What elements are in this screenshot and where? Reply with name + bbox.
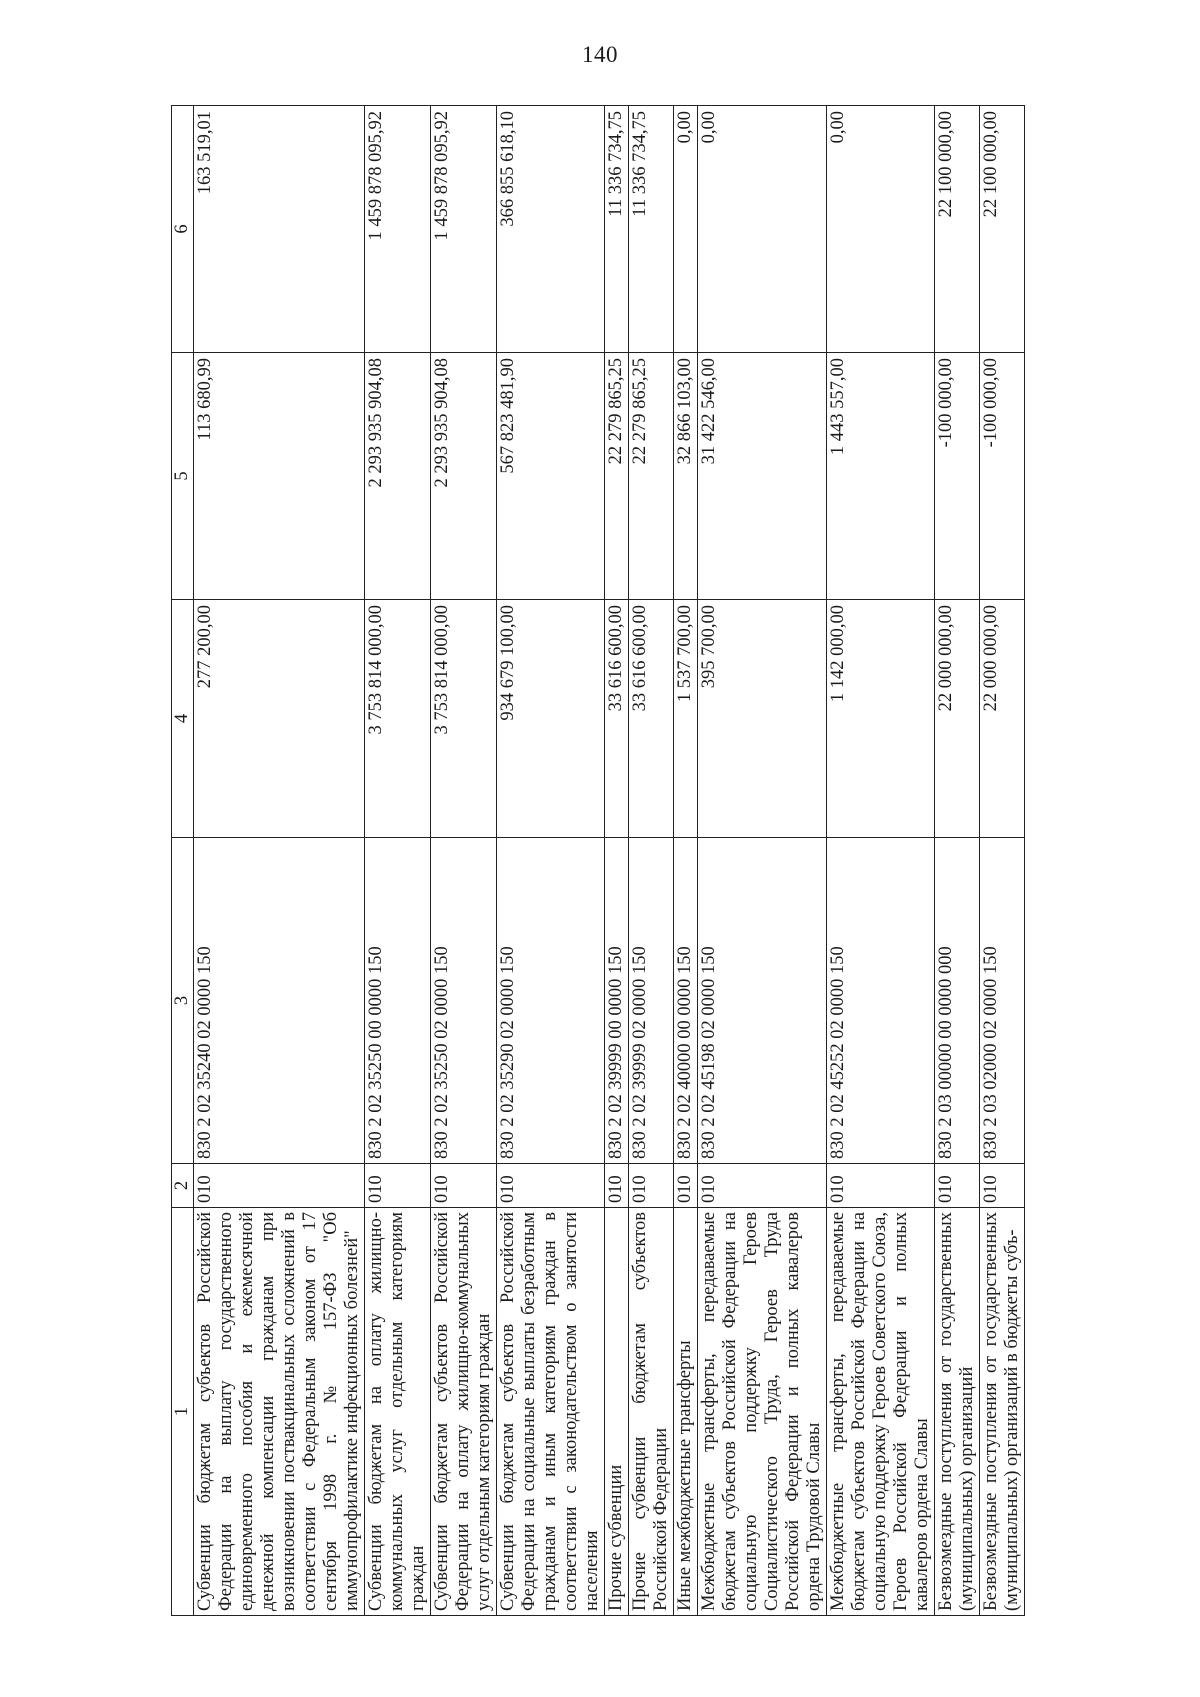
row-admin-cell: 010 [980,1164,1025,1208]
row-admin-cell: 010 [935,1164,980,1208]
table-container [171,106,1097,1616]
row-admin-cell: 010 [629,1164,674,1208]
column-header: 5 [172,353,194,600]
row-remaining-cell: 11 336 734,75 [605,106,629,353]
row-approved-cell: 22 000 000,00 [980,600,1025,838]
column-header: 1 [172,1208,194,1616]
row-code-cell: 830 2 02 39999 02 0000 150 [629,838,674,1164]
row-remaining-cell: 0,00 [674,106,698,353]
row-admin-cell: 010 [497,1164,605,1208]
row-name-cell: Безвозмездные поступления от государственных (муниципальных) организаций в бюджеты субъ- [980,1208,1025,1616]
row-name-cell: Субвенции бюджетам субъектов Российской Федерации на выплату государственного единовременного пособия и ежемесячной денежной компенсации гражданам при возникновении поствакцинальных осложнений в соответствии с Федеральным законом от 17 сентября 1998 г. № 157-ФЗ "Об иммунопрофилактике инфекционных болезней" [194,1208,365,1616]
row-executed-cell: -100 000,00 [935,353,980,600]
column-header: 2 [172,1164,194,1208]
row-executed-cell: 1 443 557,00 [827,353,935,600]
table-row [629,106,674,1616]
row-executed-cell: 2 293 935 904,08 [365,353,431,600]
row-remaining-cell: 163 519,01 [194,106,365,353]
row-admin-cell: 010 [605,1164,629,1208]
row-remaining-cell: 1 459 878 095,92 [431,106,497,353]
row-approved-cell: 1 142 000,00 [827,600,935,838]
row-name-cell: Межбюджетные трансферты, передаваемые бюджетам субъектов Российской Федерации на социальную поддержку Героев Социалистического Труда, Героев Труда Российской Федерации и полных кавалеров ордена Трудовой Славы [698,1208,827,1616]
row-executed-cell: -100 000,00 [980,353,1025,600]
row-executed-cell: 22 279 865,25 [629,353,674,600]
row-remaining-cell: 22 100 000,00 [980,106,1025,353]
row-code-cell: 830 2 02 45252 02 0000 150 [827,838,935,1164]
row-code-cell: 830 2 02 35240 02 0000 150 [194,838,365,1164]
row-code-cell: 830 2 02 35290 02 0000 150 [497,838,605,1164]
row-name-cell: Субвенции бюджетам субъектов Российской Федерации на оплату жилищно-коммунальных услуг отдельным категориям граждан [431,1208,497,1616]
row-code-cell: 830 2 02 45198 02 0000 150 [698,838,827,1164]
table-row [365,106,431,1616]
table-row [497,106,605,1616]
row-name-cell: Субвенции бюджетам на оплату жилищно-коммунальных услуг отдельным категориям граждан [365,1208,431,1616]
row-code-cell: 830 2 02 35250 02 0000 150 [431,838,497,1164]
row-name-cell: Субвенции бюджетам субъектов Российской Федерации на социальные выплаты безработным гражданам и иным категориям граждан в соответствии с законодательством о занятости населения [497,1208,605,1616]
row-remaining-cell: 0,00 [827,106,935,353]
budget-table [171,105,1025,1616]
row-remaining-cell: 22 100 000,00 [935,106,980,353]
row-approved-cell: 1 537 700,00 [674,600,698,838]
row-executed-cell: 2 293 935 904,08 [431,353,497,600]
row-admin-cell: 010 [431,1164,497,1208]
row-executed-cell: 113 680,99 [194,353,365,600]
row-name-cell: Межбюджетные трансферты, передаваемые бюджетам субъектов Российской Федерации на социальную поддержку Героев Советского Союза, Героев Российской Федерации и полных кавалеров ордена Славы [827,1208,935,1616]
table-row [935,106,980,1616]
row-admin-cell: 010 [365,1164,431,1208]
table-row [605,106,629,1616]
row-code-cell: 830 2 02 40000 00 0000 150 [674,838,698,1164]
table-row [827,106,935,1616]
row-executed-cell: 32 866 103,00 [674,353,698,600]
row-admin-cell: 010 [827,1164,935,1208]
page-number: 140 [582,42,618,67]
row-name-cell: Прочие субвенции бюджетам субъектов Российской Федерации [629,1208,674,1616]
table-row [431,106,497,1616]
row-admin-cell: 010 [698,1164,827,1208]
row-name-cell: Иные межбюджетные трансферты [674,1208,698,1616]
row-approved-cell: 277 200,00 [194,600,365,838]
column-header: 4 [172,600,194,838]
row-code-cell: 830 2 02 35250 00 0000 150 [365,838,431,1164]
row-remaining-cell: 1 459 878 095,92 [365,106,431,353]
column-header: 3 [172,838,194,1164]
row-executed-cell: 22 279 865,25 [605,353,629,600]
row-name-cell: Безвозмездные поступления от государственных (муниципальных) организаций [935,1208,980,1616]
header-row [172,106,194,1616]
row-remaining-cell: 11 336 734,75 [629,106,674,353]
row-approved-cell: 22 000 000,00 [935,600,980,838]
row-executed-cell: 567 823 481,90 [497,353,605,600]
table-row [194,106,365,1616]
row-approved-cell: 3 753 814 000,00 [431,600,497,838]
row-admin-cell: 010 [194,1164,365,1208]
row-approved-cell: 395 700,00 [698,600,827,838]
column-header: 6 [172,106,194,353]
table-row [698,106,827,1616]
row-approved-cell: 33 616 600,00 [605,600,629,838]
row-code-cell: 830 2 02 39999 00 0000 150 [605,838,629,1164]
row-name-cell: Прочие субвенции [605,1208,629,1616]
row-approved-cell: 3 753 814 000,00 [365,600,431,838]
row-executed-cell: 31 422 546,00 [698,353,827,600]
row-code-cell: 830 2 03 00000 00 0000 000 [935,838,980,1164]
row-remaining-cell: 0,00 [698,106,827,353]
row-approved-cell: 934 679 100,00 [497,600,605,838]
table-row [674,106,698,1616]
row-remaining-cell: 366 855 618,10 [497,106,605,353]
table-row [980,106,1025,1616]
row-approved-cell: 33 616 600,00 [629,600,674,838]
row-code-cell: 830 2 03 02000 02 0000 150 [980,838,1025,1164]
row-admin-cell: 010 [674,1164,698,1208]
